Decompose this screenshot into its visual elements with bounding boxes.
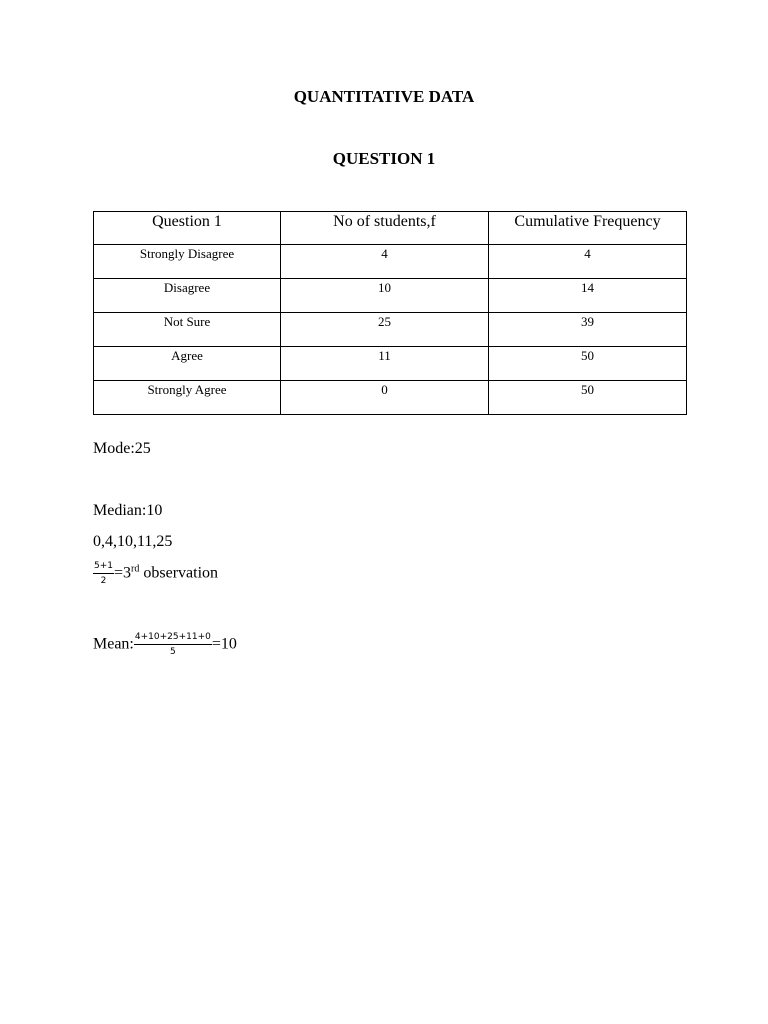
table-cell-cumulative: 14 bbox=[489, 279, 687, 313]
median-result-ordinal: rd bbox=[131, 563, 140, 575]
table-cell-frequency: 11 bbox=[281, 347, 489, 381]
median-result: =3 bbox=[114, 564, 132, 582]
table-row bbox=[94, 279, 687, 313]
table-cell-frequency: 25 bbox=[281, 313, 489, 347]
median-fraction bbox=[93, 562, 114, 586]
table-row bbox=[94, 245, 687, 279]
column-header-question: Question 1 bbox=[94, 212, 281, 245]
mean-result: =10 bbox=[211, 635, 237, 653]
table-cell-frequency: 4 bbox=[281, 245, 489, 279]
mean-label: Mean: bbox=[93, 635, 134, 653]
mean-calculation bbox=[93, 633, 237, 657]
table-cell-cumulative: 39 bbox=[489, 313, 687, 347]
table-header-row bbox=[94, 212, 687, 245]
mean-fraction-numerator: 4+10+25+11+0 bbox=[134, 633, 212, 645]
frequency-table bbox=[93, 211, 687, 415]
table-row bbox=[94, 347, 687, 381]
column-header-frequency: No of students,f bbox=[281, 212, 489, 245]
median-calculation bbox=[93, 562, 218, 586]
table-cell-cumulative: 4 bbox=[489, 245, 687, 279]
table-cell-cumulative: 50 bbox=[489, 347, 687, 381]
table-cell-frequency: 0 bbox=[281, 381, 489, 415]
table-cell-response: Strongly Disagree bbox=[94, 245, 281, 279]
table-row bbox=[94, 313, 687, 347]
table-row bbox=[94, 381, 687, 415]
ordered-observations: 0,4,10,11,25 bbox=[93, 533, 173, 550]
table-cell-cumulative: 50 bbox=[489, 381, 687, 415]
table-cell-response: Agree bbox=[94, 347, 281, 381]
column-header-cumulative: Cumulative Frequency bbox=[489, 212, 687, 245]
mean-fraction-denominator: 5 bbox=[170, 647, 176, 657]
mode-text: Mode:25 bbox=[93, 440, 151, 457]
table-cell-frequency: 10 bbox=[281, 279, 489, 313]
median-result-suffix: observation bbox=[139, 564, 219, 582]
table-cell-response: Disagree bbox=[94, 279, 281, 313]
median-text: Median:10 bbox=[93, 502, 163, 519]
median-fraction-numerator: 5+1 bbox=[93, 562, 114, 574]
table-cell-response: Not Sure bbox=[94, 313, 281, 347]
section-title: QUESTION 1 bbox=[332, 149, 436, 168]
mean-fraction bbox=[134, 633, 212, 657]
median-fraction-denominator: 2 bbox=[100, 576, 107, 586]
page-title: QUANTITATIVE DATA bbox=[293, 87, 475, 106]
table-cell-response: Strongly Agree bbox=[94, 381, 281, 415]
